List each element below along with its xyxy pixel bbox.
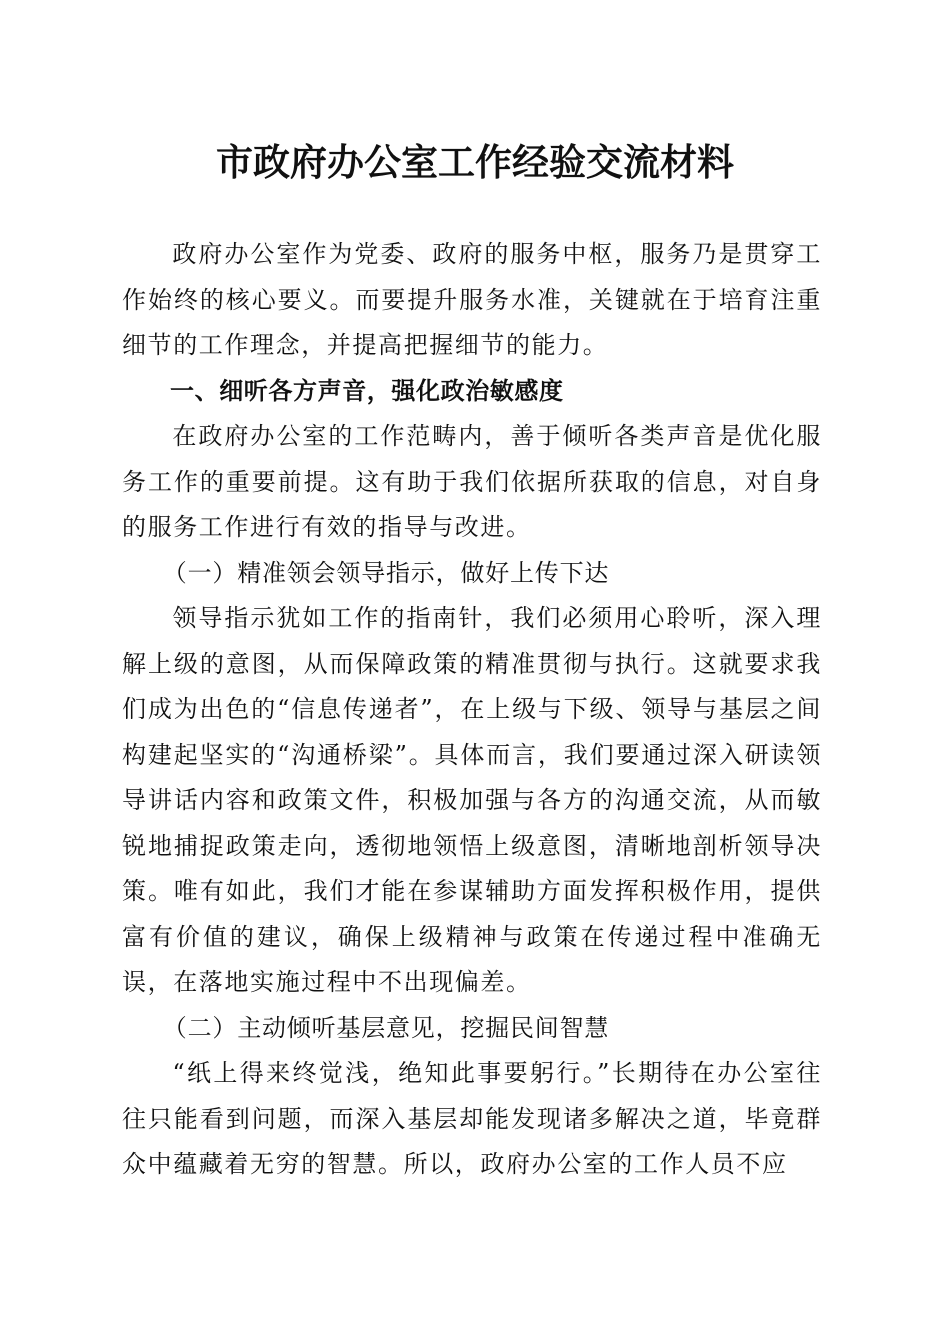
subsection-2-heading: （二）主动倾听基层意见，挖掘民间智慧 — [162, 1013, 610, 1042]
document-body — [122, 232, 822, 1188]
document-title: 市政府办公室工作经验交流材料 — [216, 140, 734, 184]
subsection-2-paragraph: “纸上得来终觉浅，绝知此事要躬行。”长期待在办公室往往只能看到问题，而深入基层却能发现诸多解决之道，毕竟群众中蕴藏着无穷的智慧。所以，政府办公室的工作人员不应 — [122, 1059, 822, 1178]
section-1-intro-paragraph: 在政府办公室的工作范畴内，善于倾听各类声音是优化服务工作的重要前提。这有助于我们依据所获取的信息，对自身的服务工作进行有效的指导与改进。 — [122, 422, 822, 541]
section-1-heading: 一、细听各方声音，强化政治敏感度 — [170, 376, 564, 405]
intro-paragraph: 政府办公室作为党委、政府的服务中枢，服务乃是贯穿工作始终的核心要义。而要提升服务水准，关键就在于培育注重细节的工作理念，并提高把握细节的能力。 — [122, 240, 822, 359]
subsection-1-paragraph: 领导指示犹如工作的指南针，我们必须用心聆听，深入理解上级的意图，从而保障政策的精准贯彻与执行。这就要求我们成为出色的“信息传递者”，在上级与下级、领导与基层之间构建起坚实的“沟通桥梁”。具体而言，我们要通过深入研读领导讲话内容和政策文件，积极加强与各方的沟通交流，从而敏锐地捕捉政策走向，透彻地领悟上级意图，清晰地剖析领导决策。唯有如此，我们才能在参谋辅助方面发挥积极作用，提供富有价值的建议，确保上级精神与政策在传递过程中准确无误，在落地实施过程中不出现偏差。 — [122, 604, 822, 996]
subsection-1-heading: （一）精准领会领导指示，做好上传下达 — [162, 558, 610, 587]
